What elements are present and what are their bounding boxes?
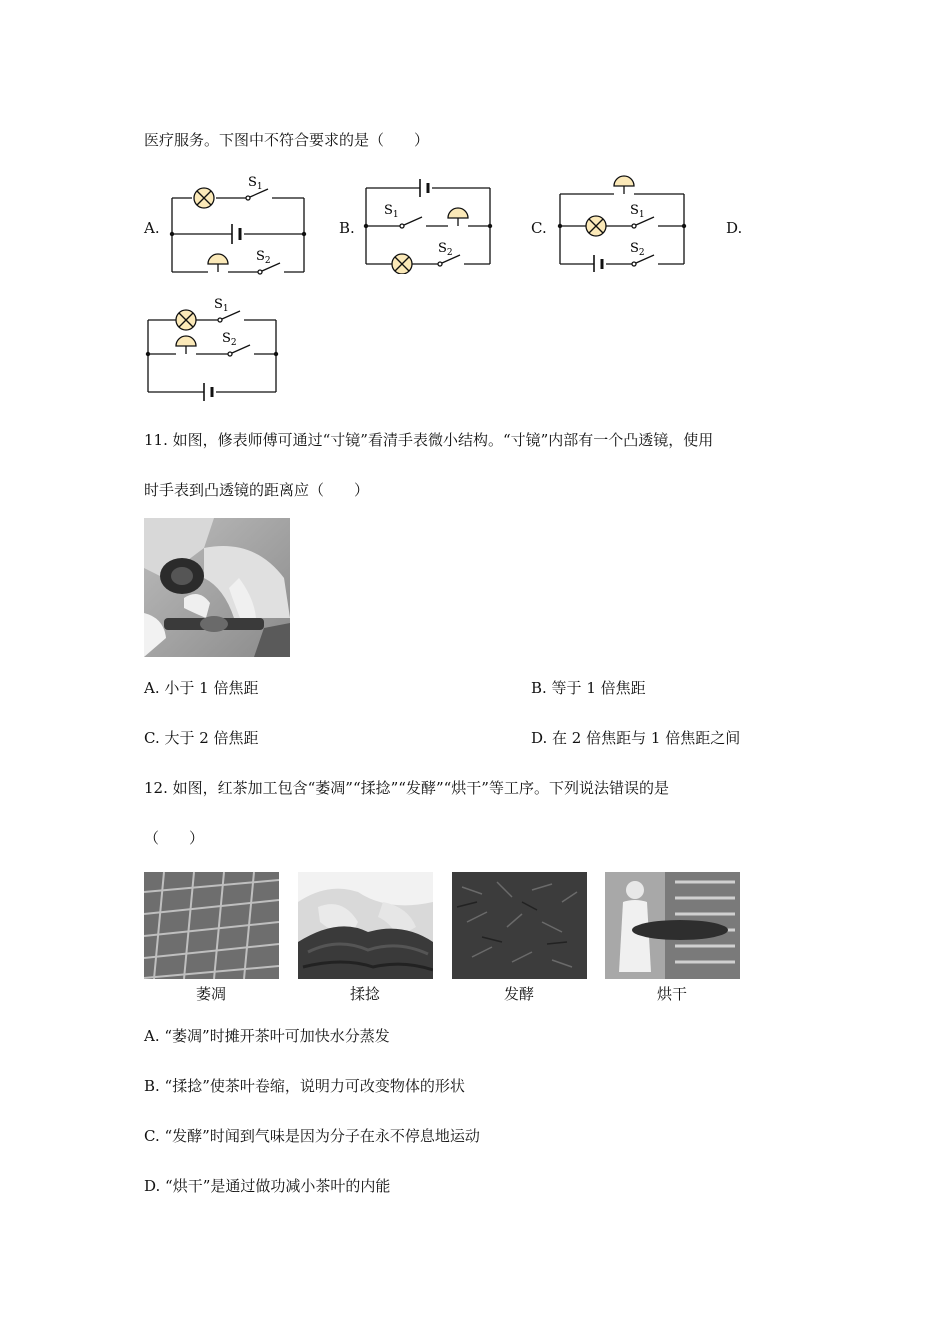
option-d-label: D. [726,219,743,237]
circuit-diagram-d [140,292,290,410]
circuit-diagram-b [358,176,498,274]
circuit-b-switch2-label: $S_2$ [438,241,453,258]
caption-rolling: 揉捻 [349,985,380,1003]
circuit-d-switch2-label: $S_2$ [222,331,237,348]
q12-choice-b: B. “揉捻”使茶叶卷缩，说明力可改变物体的形状 [144,1077,465,1095]
circuit-diagram-c [552,172,692,272]
circuit-c-switch2-label: $S_2$ [630,241,645,258]
question-12-stem-line1: 12. 如图，红茶加工包含“萎凋”“揉捻”“发酵”“烘干”等工序。下列说法错误的是 [144,779,669,797]
watchmaker-loupe-photo [144,518,290,657]
circuit-a-switch2-label: $S_2$ [256,249,271,266]
question-10-stem-end: 医疗服务。下图中不符合要求的是（ ） [144,131,430,149]
option-a-label: A. [144,219,160,237]
q11-choice-b: B. 等于 1 倍焦距 [531,679,646,697]
caption-withering: 萎凋 [195,985,226,1003]
q11-choice-c: C. 大于 2 倍焦距 [144,729,259,747]
caption-drying: 烘干 [656,985,687,1003]
withering-photo [144,872,279,979]
q12-choice-a: A. “萎凋”时摊开茶叶可加快水分蒸发 [144,1027,390,1045]
option-b-label: B. [339,219,355,237]
q11-choice-d: D. 在 2 倍焦距与 1 倍焦距之间 [531,729,741,747]
rolling-photo [298,872,433,979]
q12-choice-c: C. “发酵”时闻到气味是因为分子在永不停息地运动 [144,1127,480,1145]
circuit-c-switch1-label: $S_1$ [630,203,645,220]
circuit-d-switch1-label: $S_1$ [214,297,229,314]
question-12-stem-line2: （ ） [144,829,205,847]
question-11-stem-line1: 11. 如图，修表师傅可通过“寸镜”看清手表微小结构。“寸镜”内部有一个凸透镜，使用 [144,431,714,449]
fermentation-photo [452,872,587,979]
question-11-stem-line2: 时手表到凸透镜的距离应（ ） [144,481,370,499]
q12-choice-d: D. “烘干”是通过做功减小茶叶的内能 [144,1177,391,1195]
q11-choice-a: A. 小于 1 倍焦距 [144,679,259,697]
caption-fermentation: 发酵 [503,985,534,1003]
option-c-label: C. [531,219,547,237]
circuit-b-switch1-label: $S_1$ [384,203,399,220]
circuit-diagram-a [160,172,320,278]
drying-photo [605,872,740,979]
circuit-a-switch1-label: $S_1$ [248,175,263,192]
